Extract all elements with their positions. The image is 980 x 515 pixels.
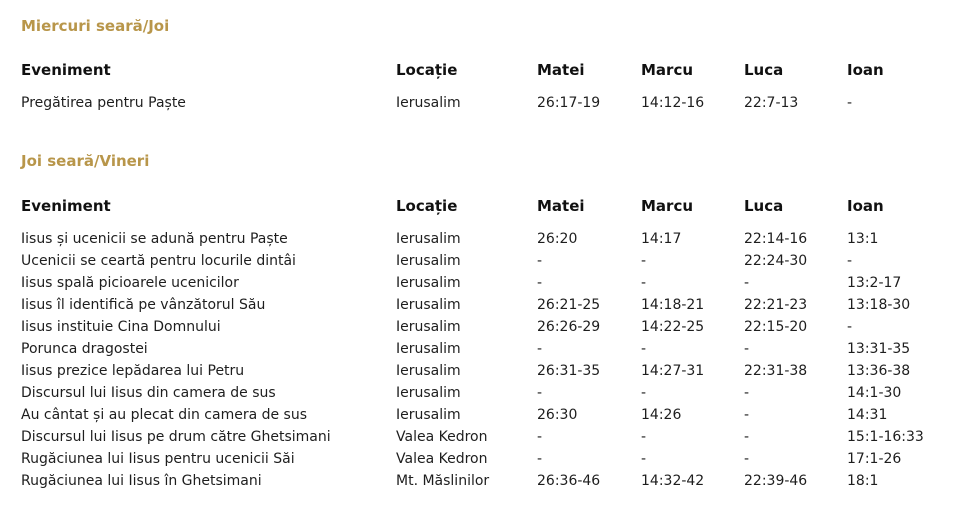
header-luca: Luca (744, 197, 784, 215)
cell-ioan: 13:36-38 (847, 363, 911, 379)
cell-luca: - (744, 429, 750, 445)
header-luca: Luca (744, 61, 784, 79)
header-event: Eveniment (21, 61, 111, 79)
cell-luca: 22:21-23 (744, 297, 808, 313)
cell-location: Ierusalim (396, 341, 461, 357)
header-ioan: Ioan (847, 61, 884, 79)
cell-matei: 26:31-35 (537, 363, 601, 379)
cell-ioan: 15:1-16:33 (847, 429, 924, 445)
cell-marcu: - (641, 429, 647, 445)
table-row (0, 407, 980, 429)
cell-marcu: 14:18-21 (641, 297, 705, 313)
cell-location: Ierusalim (396, 297, 461, 313)
cell-luca: - (744, 275, 750, 291)
cell-event: Discursul lui Iisus pe drum către Ghetsimani (21, 429, 331, 445)
cell-matei: - (537, 341, 543, 357)
section-title-wednesday: Miercuri seară/Joi (21, 17, 170, 35)
cell-location: Valea Kedron (396, 451, 488, 467)
cell-event: Iisus spală picioarele ucenicilor (21, 275, 239, 291)
cell-ioan: 17:1-26 (847, 451, 902, 467)
section-title-thursday: Joi seară/Vineri (21, 152, 150, 170)
cell-event: Iisus prezice lepădarea lui Petru (21, 363, 245, 379)
cell-location: Ierusalim (396, 231, 461, 247)
table-row (0, 231, 980, 253)
cell-ioan: - (847, 253, 853, 269)
cell-marcu: - (641, 451, 647, 467)
cell-location: Ierusalim (396, 253, 461, 269)
table-row (0, 341, 980, 363)
table-header (0, 197, 980, 219)
cell-luca: 22:24-30 (744, 253, 808, 269)
cell-event: Rugăciunea lui Iisus în Ghetsimani (21, 473, 262, 489)
cell-matei: - (537, 253, 543, 269)
cell-luca: - (744, 407, 750, 423)
cell-luca: 22:14-16 (744, 231, 808, 247)
cell-event: Rugăciunea lui Iisus pentru ucenicii Săi (21, 451, 295, 467)
table-row (0, 253, 980, 275)
cell-location: Ierusalim (396, 275, 461, 291)
cell-ioan: 13:18-30 (847, 297, 911, 313)
header-matei: Matei (537, 61, 585, 79)
cell-marcu: 14:32-42 (641, 473, 705, 489)
cell-ioan: - (847, 319, 853, 335)
header-location: Locație (396, 61, 458, 79)
cell-ioan: 14:31 (847, 407, 888, 423)
cell-matei: 26:36-46 (537, 473, 601, 489)
cell-luca: 22:15-20 (744, 319, 808, 335)
cell-marcu: 14:17 (641, 231, 682, 247)
cell-event: Porunca dragostei (21, 341, 148, 357)
table-row (0, 319, 980, 341)
cell-event: Iisus îl identifică pe vânzătorul Său (21, 297, 266, 313)
cell-location: Ierusalim (396, 363, 461, 379)
cell-ioan: 13:1 (847, 231, 879, 247)
table-row (0, 297, 980, 319)
cell-marcu: 14:12-16 (641, 95, 705, 111)
header-matei: Matei (537, 197, 585, 215)
cell-location: Mt. Măslinilor (396, 473, 490, 489)
cell-luca: - (744, 451, 750, 467)
cell-matei: - (537, 451, 543, 467)
cell-matei: - (537, 429, 543, 445)
header-marcu: Marcu (641, 61, 694, 79)
header-event: Eveniment (21, 197, 111, 215)
cell-event: Iisus instituie Cina Domnului (21, 319, 221, 335)
table-row (0, 451, 980, 473)
table-row (0, 385, 980, 407)
cell-luca: - (744, 341, 750, 357)
cell-marcu: - (641, 385, 647, 401)
cell-matei: - (537, 275, 543, 291)
table-row (0, 95, 980, 117)
cell-ioan: 13:31-35 (847, 341, 911, 357)
cell-ioan: 13:2-17 (847, 275, 902, 291)
cell-event: Au cântat și au plecat din camera de sus (21, 407, 308, 423)
cell-location: Ierusalim (396, 407, 461, 423)
cell-ioan: 18:1 (847, 473, 879, 489)
header-location: Locație (396, 197, 458, 215)
table-row (0, 429, 980, 451)
cell-event: Pregătirea pentru Paște (21, 95, 186, 111)
cell-location: Valea Kedron (396, 429, 488, 445)
cell-matei: 26:20 (537, 231, 578, 247)
table-row (0, 363, 980, 385)
cell-event: Iisus și ucenicii se adună pentru Paște (21, 231, 288, 247)
cell-marcu: - (641, 275, 647, 291)
cell-marcu: 14:22-25 (641, 319, 705, 335)
cell-event: Ucenicii se ceartă pentru locurile dintâi (21, 253, 296, 269)
header-ioan: Ioan (847, 197, 884, 215)
cell-matei: 26:17-19 (537, 95, 601, 111)
cell-marcu: 14:26 (641, 407, 682, 423)
cell-marcu: - (641, 341, 647, 357)
cell-luca: 22:7-13 (744, 95, 799, 111)
cell-luca: - (744, 385, 750, 401)
cell-location: Ierusalim (396, 319, 461, 335)
cell-ioan: - (847, 95, 853, 111)
cell-location: Ierusalim (396, 385, 461, 401)
header-marcu: Marcu (641, 197, 694, 215)
cell-matei: 26:30 (537, 407, 578, 423)
table-row (0, 275, 980, 297)
cell-marcu: 14:27-31 (641, 363, 705, 379)
cell-location: Ierusalim (396, 95, 461, 111)
cell-matei: 26:26-29 (537, 319, 601, 335)
cell-marcu: - (641, 253, 647, 269)
table-row (0, 473, 980, 495)
cell-luca: 22:31-38 (744, 363, 808, 379)
cell-matei: - (537, 385, 543, 401)
cell-ioan: 14:1-30 (847, 385, 902, 401)
cell-matei: 26:21-25 (537, 297, 601, 313)
table-header (0, 61, 980, 83)
cell-luca: 22:39-46 (744, 473, 808, 489)
cell-event: Discursul lui Iisus din camera de sus (21, 385, 276, 401)
